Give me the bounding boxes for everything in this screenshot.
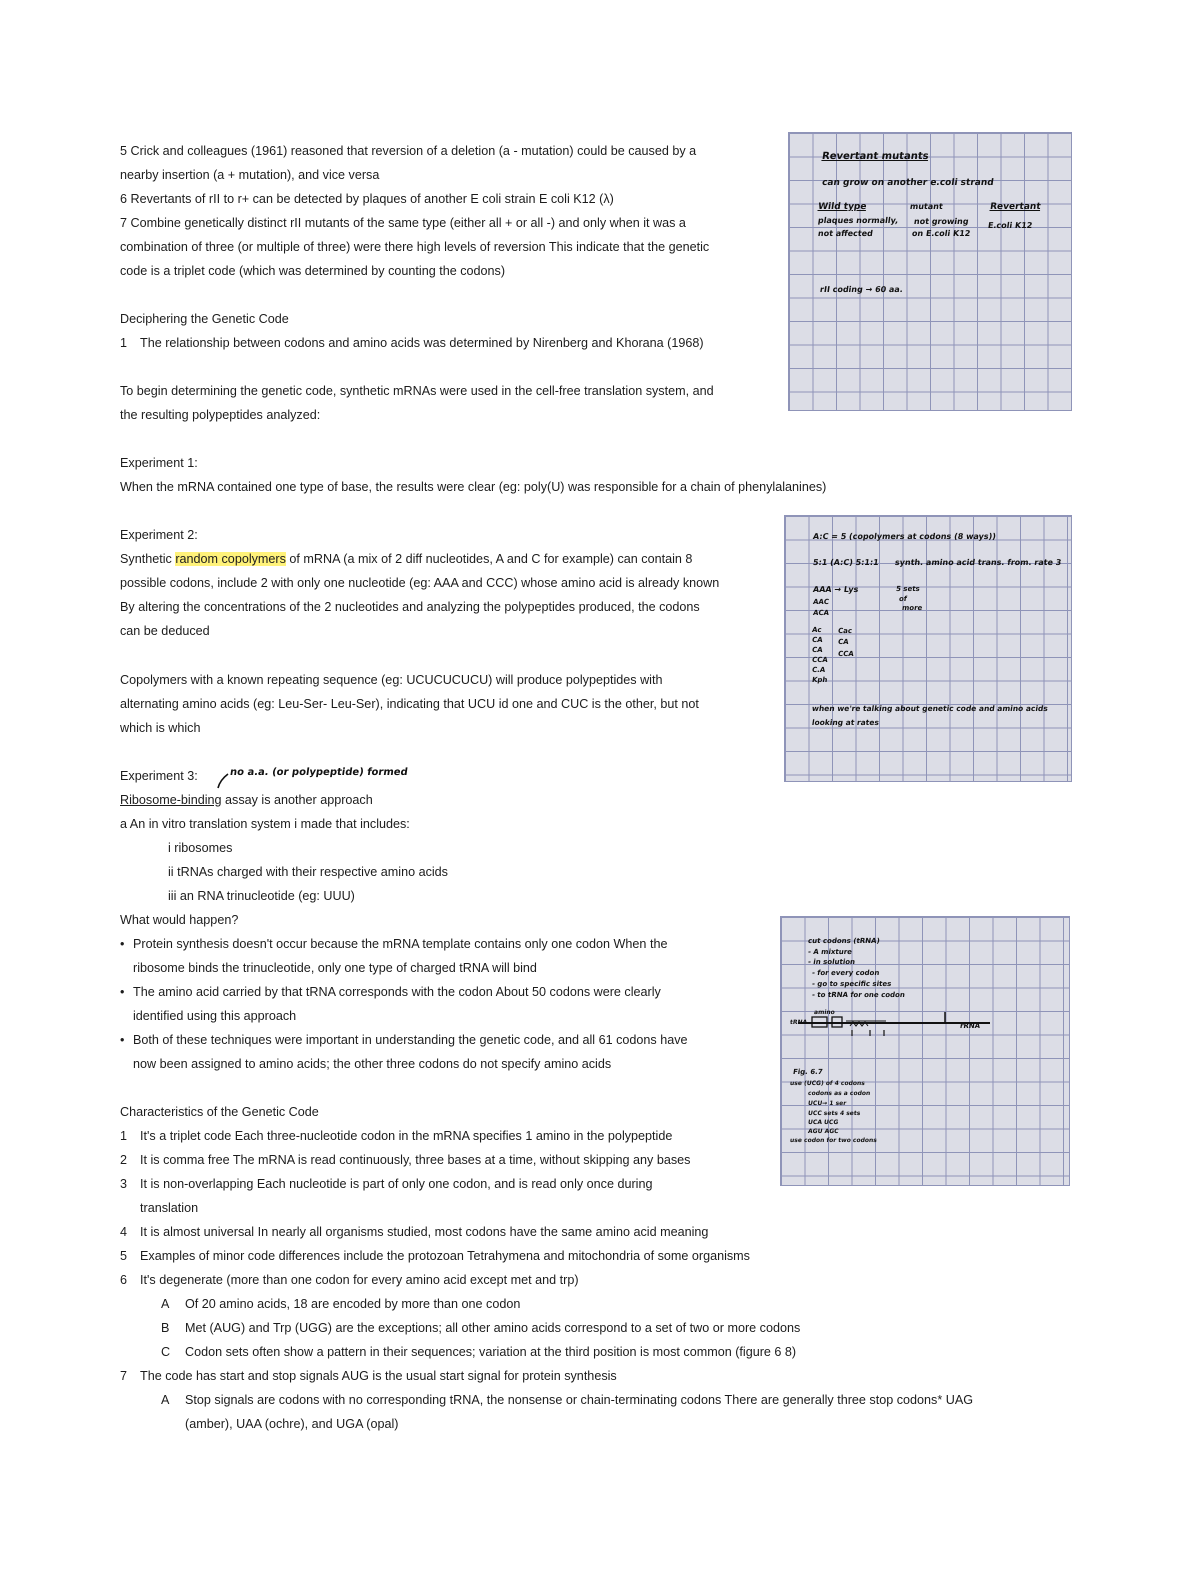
paragraph-line: combination of three (or multiple of three) were there high levels of reversion This indicate that the genetic <box>120 240 710 254</box>
experiment-title: Experiment 3: <box>120 769 198 783</box>
note-text: not growing <box>913 217 970 226</box>
note-text: A:C = 5 (copolymers at codons (8 ways)) <box>812 532 997 541</box>
note-text: - A mixture <box>807 948 853 956</box>
numbered-item <box>120 1248 750 1264</box>
paragraph-line: Copolymers with a known repeating sequence (eg: UCUCUCUCU) will produce polypeptides with <box>120 673 663 687</box>
note-text: of <box>898 595 908 603</box>
bullet-text: Both of these techniques were important in understanding the genetic code, and all 61 codons have <box>133 1033 688 1047</box>
note-text: AGU AGC <box>807 1128 840 1135</box>
handwritten-annotation: no a.a. (or polypeptide) formed <box>229 767 409 778</box>
note-text: UCU→ 1 ser <box>807 1100 847 1107</box>
item-letter: B <box>161 1321 170 1335</box>
note-text: AAC <box>812 598 830 606</box>
note-text: synth. amino acid trans. from. rate 3 <box>894 558 1062 567</box>
note-text: can grow on another e.coli strand <box>821 178 995 188</box>
bullet-icon: • <box>120 1033 125 1047</box>
note-text: looking at rates <box>811 718 880 727</box>
note-text: codons as a codon <box>807 1090 871 1097</box>
note-text: more <box>901 604 923 612</box>
paragraph-line: To begin determining the genetic code, synthetic mRNAs were used in the cell-free translation system, and <box>120 384 714 398</box>
text-span: Synthetic <box>120 552 176 566</box>
note-text: CCA <box>837 650 855 658</box>
item-number: 1 <box>120 336 128 350</box>
list-item: a An in vitro translation system i made that includes: <box>120 817 410 831</box>
item-continuation: (amber), UAA (ochre), and UGA (opal) <box>185 1417 399 1431</box>
item-number: 7 <box>120 1369 128 1383</box>
bullet-text: Protein synthesis doesn't occur because the mRNA template contains only one codon When the <box>133 937 668 951</box>
paragraph-line: which is which <box>120 721 201 735</box>
numbered-item <box>120 1368 617 1384</box>
note-text: Cac <box>837 627 853 635</box>
item-number: 3 <box>120 1177 128 1191</box>
bullet-item <box>120 984 661 1000</box>
section-heading: Characteristics of the Genetic Code <box>120 1105 319 1119</box>
text-span: of mRNA (a mix of 2 diff nucleotides, A and C for example) can contain 8 <box>285 552 693 566</box>
paragraph-line <box>120 792 373 808</box>
list-item: i ribosomes <box>168 841 233 855</box>
item-text: Met (AUG) and Trp (UGG) are the exceptions; all other amino acids correspond to a set of two or more codons <box>185 1321 801 1335</box>
note-heading: Revertant mutants <box>821 151 930 162</box>
note-text: tRNA <box>789 1019 808 1026</box>
text-span: assay is another approach <box>221 793 373 807</box>
item-number: 4 <box>120 1225 128 1239</box>
bullet-continuation: ribosome binds the trinucleotide, only one type of charged tRNA will bind <box>133 961 537 975</box>
numbered-item <box>120 1176 652 1192</box>
paragraph-line: When the mRNA contained one type of base, the results were clear (eg: poly(U) was responsible for a chain of phenylalanines) <box>120 480 827 494</box>
item-text: Of 20 amino acids, 18 are encoded by more than one codon <box>185 1297 521 1311</box>
question-line: What would happen? <box>120 913 239 927</box>
item-letter: A <box>161 1393 170 1407</box>
note-text: CA <box>811 646 824 654</box>
note-text: amino <box>813 1009 836 1016</box>
note-text: cut codons (tRNA) <box>807 937 881 945</box>
experiment-title: Experiment 2: <box>120 528 198 542</box>
paragraph-line: 7 Combine genetically distinct rII mutants of the same type (either all + or all -) and only when it was a <box>120 216 686 230</box>
bullet-continuation: identified using this approach <box>133 1009 297 1023</box>
note-text: rRNA <box>959 1022 981 1030</box>
paragraph-line: By altering the concentrations of the 2 nucleotides and analyzing the polypeptides produced, the codons <box>120 600 700 614</box>
note-text: E.coli K12 <box>987 221 1033 230</box>
paragraph-line: alternating amino acids (eg: Leu-Ser- Leu-Ser), indicating that UCU id one and CUC is the other, but not <box>120 697 699 711</box>
lettered-item <box>161 1320 800 1336</box>
item-number: 2 <box>120 1153 128 1167</box>
item-number: 1 <box>120 1129 128 1143</box>
bullet-icon: • <box>120 985 125 999</box>
list-item: iii an RNA trinucleotide (eg: UUU) <box>168 889 355 903</box>
note-text: CCA <box>811 656 829 664</box>
paragraph-line: 6 Revertants of rII to r+ can be detected by plaques of another E coli strain E coli K12 (λ) <box>120 192 614 206</box>
item-number: 6 <box>120 1273 128 1287</box>
note-text: not affected <box>817 229 874 238</box>
note-text: CA <box>837 638 850 646</box>
note-text: on E.coli K12 <box>911 229 971 238</box>
note-text: 5:1 (A:C) 5:1:1 <box>812 558 880 567</box>
numbered-item <box>120 1128 672 1144</box>
lettered-item <box>161 1392 973 1408</box>
paragraph-line: 5 Crick and colleagues (1961) reasoned that reversion of a deletion (a - mutation) could be caused by a <box>120 144 697 158</box>
note-text: ACA <box>812 609 830 617</box>
paragraph-line: code is a triplet code (which was determined by counting the codons) <box>120 264 506 278</box>
note-text: - to tRNA for one codon <box>811 991 906 999</box>
paragraph-line: the resulting polypeptides analyzed: <box>120 408 321 422</box>
note-text: - in solution <box>807 958 856 966</box>
experiment-title: Experiment 1: <box>120 456 198 470</box>
numbered-item <box>120 1272 579 1288</box>
item-text: Stop signals are codons with no corresponding tRNA, the nonsense or chain-terminating codons There are generally three stop codons* UAG <box>185 1393 974 1407</box>
numbered-item <box>120 1224 708 1240</box>
note-text: mutant <box>909 202 944 211</box>
numbered-item <box>120 335 704 351</box>
note-text: rII coding → 60 aa. <box>819 285 904 294</box>
bullet-text: The amino acid carried by that tRNA corresponds with the codon About 50 codons were clearly <box>133 985 661 999</box>
note-text: use codon for two codons <box>789 1137 878 1144</box>
numbered-item <box>120 1152 690 1168</box>
bullet-continuation: now been assigned to amino acids; the other three codons do not specify amino acids <box>133 1057 612 1071</box>
note-text: UCC sets 4 sets <box>807 1110 861 1117</box>
note-text: use (UCG) of 4 codons <box>789 1080 866 1087</box>
paragraph-line: nearby insertion (a + mutation), and vice versa <box>120 168 380 182</box>
item-text: Codon sets often show a pattern in their sequences; variation at the third position is most common (figure 6 8) <box>185 1345 797 1359</box>
highlighted-text: random copolymers <box>175 552 286 566</box>
bullet-icon: • <box>120 937 125 951</box>
underlined-text: Ribosome-binding <box>120 793 222 807</box>
note-text: UCA UCG <box>807 1119 839 1126</box>
item-text: It is almost universal In nearly all organisms studied, most codons have the same amino acid meaning <box>140 1225 709 1239</box>
list-item: ii tRNAs charged with their respective amino acids <box>168 865 448 879</box>
note-text: AAA → Lys <box>812 585 860 594</box>
note-text: plaques normally, <box>817 216 899 225</box>
note-text: when we're talking about genetic code and amino acids <box>811 704 1049 713</box>
item-text: It is non-overlapping Each nucleotide is part of only one codon, and is read only once during <box>140 1177 653 1191</box>
note-text: Fig. 6.7 <box>792 1068 824 1076</box>
item-text: It is comma free The mRNA is read continuously, three bases at a time, without skipping any bases <box>140 1153 691 1167</box>
note-text: - for every codon <box>811 969 880 977</box>
item-letter: A <box>161 1297 170 1311</box>
item-continuation: translation <box>140 1201 199 1215</box>
bullet-item <box>120 1032 688 1048</box>
lettered-item <box>161 1296 520 1312</box>
item-text: The code has start and stop signals AUG is the usual start signal for protein synthesis <box>140 1369 617 1383</box>
note-text: C.A <box>811 666 826 674</box>
note-text: Kph <box>811 676 828 684</box>
note-text: Wild type <box>817 202 868 212</box>
item-text: The relationship between codons and amino acids was determined by Nirenberg and Khorana (1968) <box>140 336 704 350</box>
note-text: Ac <box>811 626 823 634</box>
item-text: It's degenerate (more than one codon for every amino acid except met and trp) <box>140 1273 579 1287</box>
item-text: Examples of minor code differences include the protozoan Tetrahymena and mitochondria of some organisms <box>140 1249 750 1263</box>
lettered-item <box>161 1344 796 1360</box>
note-text: Revertant <box>989 202 1042 212</box>
handwritten-note-panel <box>780 916 1070 1186</box>
section-heading: Deciphering the Genetic Code <box>120 312 289 326</box>
handwritten-note-panel <box>784 515 1072 782</box>
paragraph-line: can be deduced <box>120 624 210 638</box>
handwritten-note-panel <box>788 132 1072 411</box>
paragraph-line <box>120 551 692 567</box>
item-text: It's a triplet code Each three-nucleotide codon in the mRNA specifies 1 amino in the polypeptide <box>140 1129 673 1143</box>
note-text: 5 sets <box>895 585 921 593</box>
item-letter: C <box>161 1345 171 1359</box>
bullet-item <box>120 936 667 952</box>
note-text: CA <box>811 636 824 644</box>
paragraph-line: possible codons, include 2 with only one nucleotide (eg: AAA and CCC) whose amino acid is already known <box>120 576 720 590</box>
note-text: - go to specific sites <box>811 980 892 988</box>
item-number: 5 <box>120 1249 128 1263</box>
